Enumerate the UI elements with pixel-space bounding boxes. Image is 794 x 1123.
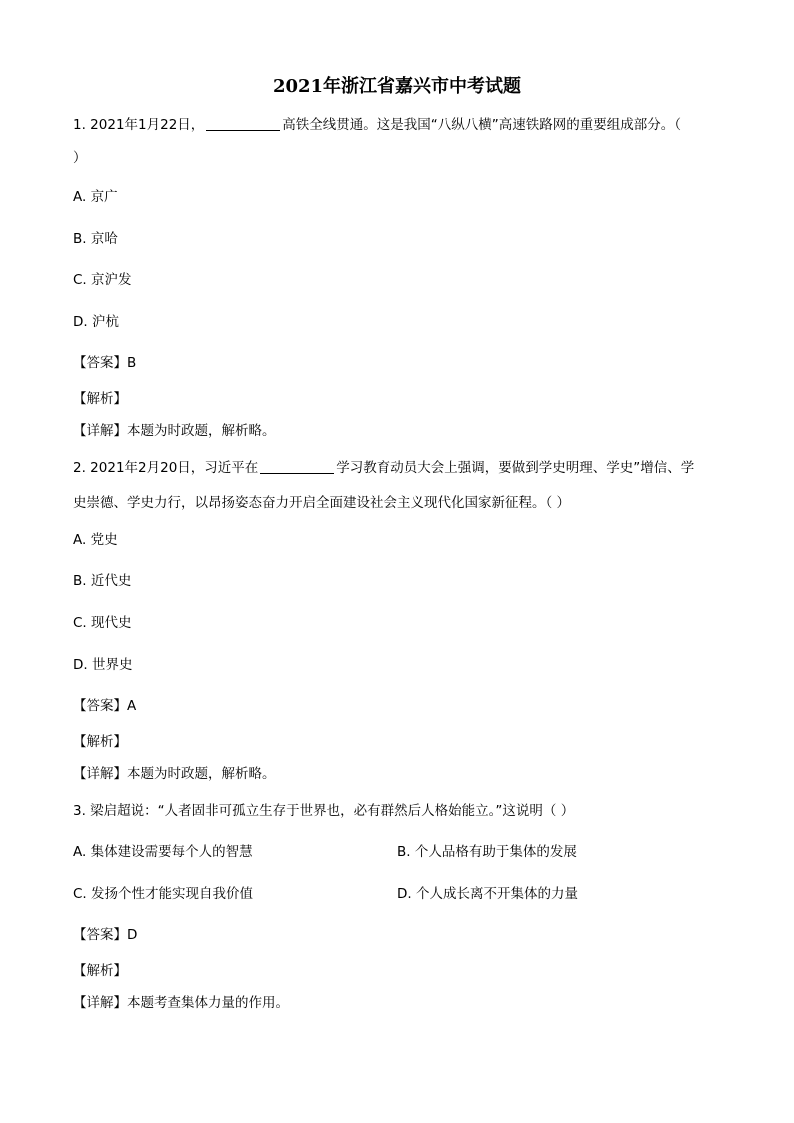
question-1-close-paren: ） <box>73 150 87 166</box>
detail-tag: 【详解】 <box>73 423 127 439</box>
question-3-analysis-tag: 【解析】 <box>73 963 127 979</box>
question-1-option-b: B. 京哈 <box>73 231 118 247</box>
answer-value: D <box>127 927 138 943</box>
question-2-analysis-tag: 【解析】 <box>73 734 127 750</box>
question-1-analysis-tag: 【解析】 <box>73 391 127 407</box>
detail-tag: 【详解】 <box>73 995 127 1011</box>
answer-tag: 【答案】 <box>73 927 127 943</box>
question-1-stem-suffix: 高铁全线贯通。这是我国“八纵八横”高速铁路网的重要组成部分。（ <box>282 117 682 133</box>
detail-text: 本题考查集体力量的作用。 <box>127 995 289 1011</box>
answer-tag: 【答案】 <box>73 355 127 371</box>
answer-blank <box>206 116 280 131</box>
question-2-answer <box>73 696 136 716</box>
question-3-option-a: A. 集体建设需要每个人的智慧 <box>73 844 253 860</box>
question-1-answer <box>73 353 136 373</box>
answer-tag: 【答案】 <box>73 698 127 714</box>
detail-text: 本题为时政题，解析略。 <box>127 423 276 439</box>
page-title: 2021年浙江省嘉兴市中考试题 <box>272 76 522 97</box>
question-3-stem: 3. 梁启超说：“人者固非可孤立生存于世界也，必有群然后人格始能立。”这说明（ ） <box>73 803 575 819</box>
question-3-detail <box>73 993 289 1013</box>
question-3-answer <box>73 925 137 945</box>
detail-text: 本题为时政题，解析略。 <box>127 766 276 782</box>
answer-value: B <box>127 355 137 371</box>
answer-blank <box>260 459 334 474</box>
question-3-option-d: D. 个人成长离不开集体的力量 <box>397 886 578 902</box>
question-2-option-c: C. 现代史 <box>73 615 132 631</box>
question-2-stem-line2: 史崇德、学史力行，以昂扬姿态奋力开启全面建设社会主义现代化国家新征程。（ ） <box>73 495 571 511</box>
question-1-option-d: D. 沪杭 <box>73 314 119 330</box>
question-1-stem-prefix: 1. 2021年1月22日， <box>73 117 205 133</box>
answer-value: A <box>127 698 137 714</box>
question-3-option-b: B. 个人品格有助于集体的发展 <box>397 844 577 860</box>
question-3-option-c: C. 发扬个性才能实现自我价值 <box>73 886 254 902</box>
question-1-stem <box>73 115 681 135</box>
question-2-stem-suffix: 学习教育动员大会上强调，要做到学史明理、学史”增信、学 <box>336 460 695 476</box>
question-1-detail <box>73 421 276 441</box>
detail-tag: 【详解】 <box>73 766 127 782</box>
question-2-option-b: B. 近代史 <box>73 573 132 589</box>
question-2-option-a: A. 党史 <box>73 532 118 548</box>
question-2-stem-prefix: 2. 2021年2月20日，习近平在 <box>73 460 259 476</box>
question-2-detail <box>73 764 276 784</box>
question-1-option-a: A. 京广 <box>73 189 118 205</box>
question-1-option-c: C. 京沪发 <box>73 272 132 288</box>
question-2-stem <box>73 458 694 478</box>
question-2-option-d: D. 世界史 <box>73 657 133 673</box>
